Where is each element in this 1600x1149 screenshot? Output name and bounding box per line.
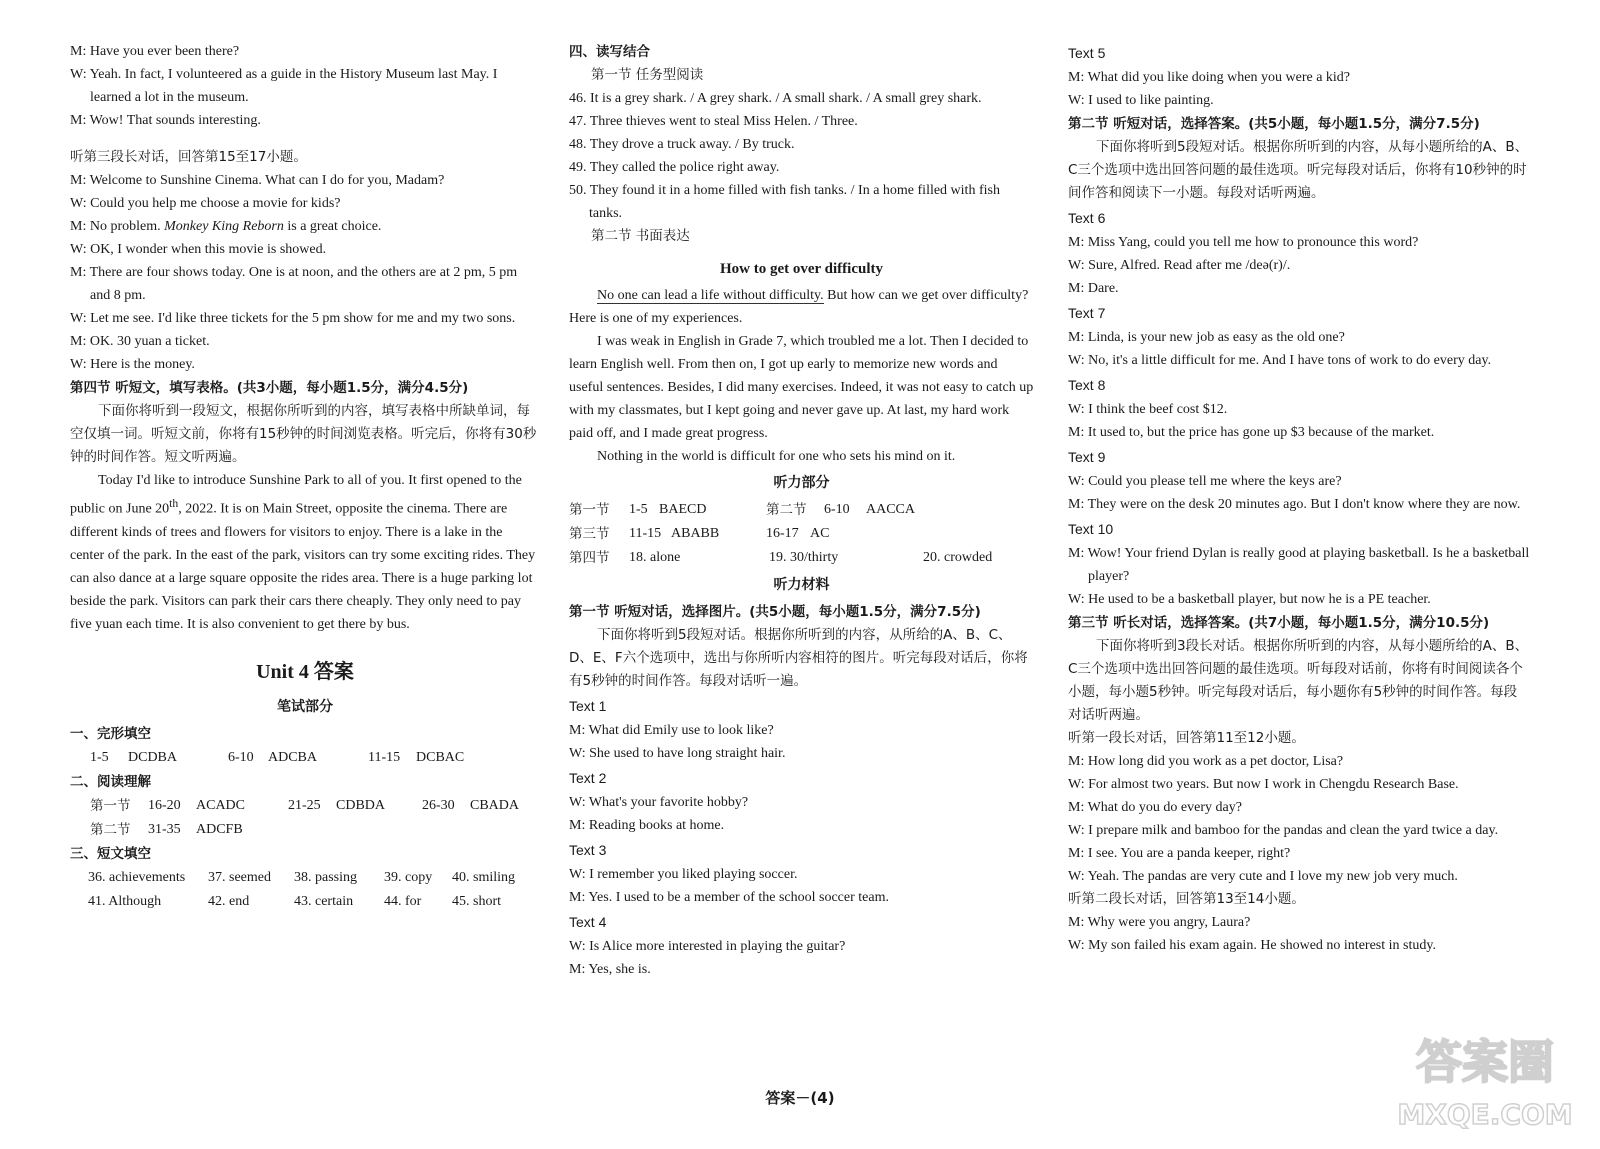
answer-key: BAECD [659,502,707,517]
dialog-line: W: He used to be a basketball player, but now he is a PE teacher. [1068,592,1431,607]
answer-range: 21-25 [288,797,321,813]
answer-range: 1-5 [90,749,109,765]
reading-heading: 二、阅读理解 [70,773,151,790]
fill-answer: 36. achievements [88,869,186,885]
dialog-line: W: Sure, Alfred. Read after me /deə(r)/. [1068,258,1291,273]
answer-range: 6-10 [228,749,254,765]
answer-range: 6-10 [824,502,850,517]
section-instructions: 下面你将听到一段短文，根据你所听到的内容，填写表格中所缺单词，每空仅填一词。听短文前，你将有15秒钟的时间浏览表格。听完后，你将有30秒钟的时间作答。短文听两遍。 [70,403,537,465]
watermark-url: MXQE.COM [1397,1098,1573,1131]
movie-title: Monkey King Reborn [164,219,284,234]
dialog-line: M: Dare. [1068,281,1119,296]
section-heading: 第四节 听短文，填写表格。(共3小题，每小题1.5分，满分4.5分) [70,380,469,396]
dialog-line: W: I remember you liked playing soccer. [569,867,798,882]
section-instructions: 下面你将听到5段短对话。根据你所听到的内容，从所给的A、B、C、D、E、F六个选项中，选出与你所听内容相符的图片。听完每段对话后，你将有5秒钟的时间作答。每段对话听一遍。 [569,627,1028,689]
cloze-heading: 一、完形填空 [70,725,151,742]
cloze-answers [70,746,540,770]
answer-key: CDBDA [336,797,386,813]
fill-blank-answers-2 [70,890,540,914]
answer-key: ACADC [196,797,246,813]
dialog-line: W: She used to have long straight hair. [569,746,786,761]
answer-key: AACCA [866,502,916,517]
dialog-line: W: Yeah. In fact, I volunteered as a guide in the History Museum last May. I learned a lot in the museum. [70,67,498,105]
fill-answer: 44. for [384,893,422,909]
dialog-line-lead: M: No problem. [70,219,161,234]
passage-part-b: , 2022. It is on Main Street, opposite the cinema. There are different kinds of trees and flowers for visitors to enjoy. There is a lake in the center of the park. In the east of the park, visitors can try some exciting rides. They can also dance at a large square opposite the rides area. There is a huge parking lot beside the park. Visitors can park their cars there cheaply. They only need to pay five yuan each time. It is also convenient to get there by bus. [70,501,536,632]
text-label: Text 7 [1068,305,1106,321]
text-label: Text 10 [1068,521,1114,537]
answer-key: ADCFB [196,821,243,837]
dialog-line: W: I used to like painting. [1068,93,1214,108]
essay-paragraph: I was weak in English in Grade 7, which troubled me a lot. Then I decided to learn English well. From then on, I got up early to memorize new words and useful sentences. Besides, I did many exercises. Indeed, it was not easy to catch up with my classmates, but I kept going and never gave up. At last, my hard work paid off, and I made great progress. [569,334,1034,441]
section-heading: 第三节 听长对话，选择答案。(共7小题，每小题1.5分，满分10.5分) [1068,615,1490,631]
dialog-line: M: Wow! That sounds interesting. [70,113,261,128]
dialog-line: M: Reading books at home. [569,818,725,833]
unit-title: Unit 4 答案 [256,660,354,683]
subsection-heading: 第一节 任务型阅读 [591,67,704,83]
watermark-logo [1380,1020,1590,1135]
subsection-label: 第二节 [766,502,807,518]
section-instructions: 下面你将听到5段短对话。根据你所听到的内容，从每小题所给的A、B、C三个选项中选出回答问题的最佳选项。听完每段对话后，你将有10秒钟的时间作答和阅读下一小题。每段对话听两遍。 [1068,139,1529,201]
text-label: Text 3 [569,842,607,858]
dialog-line: M: I see. You are a panda keeper, right? [1068,846,1291,861]
dialog-line: M: What did you like doing when you were a kid? [1068,70,1351,85]
text-label: Text 2 [569,770,607,786]
section-heading: 第二节 听短对话，选择答案。(共5小题，每小题1.5分，满分7.5分) [1068,116,1480,132]
dialog-line [70,215,540,238]
section-heading: 第一节 听短对话，选择图片。(共5小题，每小题1.5分，满分7.5分) [569,604,981,620]
text-label: Text 6 [1068,210,1106,226]
fill-blank-heading: 三、短文填空 [70,845,151,862]
text-label: Text 9 [1068,449,1106,465]
passage [70,469,540,636]
dialog-line: M: Have you ever been there? [70,44,240,59]
dialog-intro: 听第二段长对话，回答第13至14小题。 [1068,891,1305,907]
column-middle [569,40,1034,981]
dialog-line: M: What did Emily use to look like? [569,723,774,738]
dialog-line: W: Here is the money. [70,357,195,372]
subsection-heading: 第二节 书面表达 [591,228,690,244]
answer-line: 46. It is a grey shark. / A grey shark. / A small shark. / A small grey shark. [569,91,982,106]
section-heading: 四、读写结合 [569,44,650,60]
dialog-line: W: I think the beef cost $12. [1068,402,1228,417]
dialog-line: M: Wow! Your friend Dylan is really good at playing basketball. Is he a basketball player? [1068,546,1530,584]
dialog-intro: 听第一段长对话，回答第11至12小题。 [1068,730,1305,746]
listening-answers-2 [569,522,1034,546]
fill-answer: 39. copy [384,869,433,885]
dialog-line: M: OK. 30 yuan a ticket. [70,334,210,349]
dialog-line: W: OK, I wonder when this movie is showed. [70,242,327,257]
answer-line: 49. They called the police right away. [569,160,780,175]
answer-range: 16-20 [148,797,181,813]
fill-answer: 19. 30/thirty [769,550,839,565]
dialog-line: W: Could you help me choose a movie for kids? [70,196,341,211]
answer-range: 26-30 [422,797,455,813]
subsection-label: 第四节 [569,550,610,566]
dialog-line: M: What do you do every day? [1068,800,1242,815]
essay-title: How to get over difficulty [719,261,884,277]
answer-key: ABABB [671,526,720,541]
fill-answer: 18. alone [629,550,681,565]
passage-part-a: Today I'd like to introduce Sunshine Park to all of you. It first opened to the public on June 20 [70,473,522,517]
fill-answer: 40. smiling [452,869,516,885]
text-label: Text 8 [1068,377,1106,393]
column-right [1068,40,1530,957]
fill-blank-answers-1 [70,866,540,890]
subsection-label: 第一节 [90,797,131,814]
dialog-line: W: Let me see. I'd like three tickets for the 5 pm show for me and my two sons. [70,311,516,326]
essay-paragraph-rest: But how can we get over difficulty? Here is one of my experiences. [569,288,1029,326]
dialog-line: W: What's your favorite hobby? [569,795,749,810]
listening-answers-1 [569,498,1034,522]
dialog-line: M: Linda, is your new job as easy as the old one? [1068,330,1345,345]
answer-key: ADCBA [268,749,318,765]
watermark-text: 答案圈 [1416,1035,1554,1089]
dialog-line: M: How long did you work as a pet doctor, Lisa? [1068,754,1344,769]
dialog-line: W: I prepare milk and bamboo for the pandas and clean the yard twice a day. [1068,823,1499,838]
dialog-line: M: Yes, she is. [569,962,651,977]
dialog-line: M: They were on the desk 20 minutes ago. But I don't know where they are now. [1068,497,1521,512]
fill-answer: 43. certain [294,893,354,909]
dialog-line: M: Yes. I used to be a member of the school soccer team. [569,890,889,905]
answer-range: 11-15 [629,526,662,541]
dialog-line: W: Yeah. The pandas are very cute and I love my new job very much. [1068,869,1458,884]
written-part-title: 笔试部分 [277,698,333,715]
essay-topic-sentence: No one can lead a life without difficulty. [597,288,824,303]
answer-key: CBADA [470,797,520,813]
passage-superscript: th [169,497,179,510]
dialog-line: M: It used to, but the price has gone up $3 because of the market. [1068,425,1435,440]
answer-line: 47. Three thieves went to steal Miss Helen. / Three. [569,114,858,129]
answer-key: DCDBA [128,749,178,765]
subsection-label: 第三节 [569,526,610,542]
dialog-line: W: No, it's a little difficult for me. And I have tons of work to do every day. [1068,353,1492,368]
dialog-line: M: Welcome to Sunshine Cinema. What can I do for you, Madam? [70,173,445,188]
answer-line: 48. They drove a truck away. / By truck. [569,137,795,152]
answer-key: DCBAC [416,749,465,765]
text-label: Text 5 [1068,45,1106,61]
section-instructions: 下面你将听到3段长对话。根据你所听到的内容，从每小题所给的A、B、C三个选项中选出回答问题的最佳选项。听每段对话前，你将有时间阅读各个小题，每小题5秒钟。听完每段对话后，每小题你有5秒钟的时间作答。每段对话听两遍。 [1068,638,1529,723]
answer-key: AC [810,526,830,541]
reading-answers-2 [70,818,540,842]
subsection-label: 第一节 [569,502,610,518]
dialog-line: M: Miss Yang, could you tell me how to pronounce this word? [1068,235,1419,250]
fill-answer: 41. Although [88,893,162,909]
dialog-line: W: For almost two years. But now I work in Chengdu Research Base. [1068,777,1459,792]
dialog-line: M: There are four shows today. One is at noon, and the others are at 2 pm, 5 pm and 8 pm. [70,265,518,303]
fill-answer: 38. passing [294,869,357,885]
answer-range: 1-5 [629,502,648,517]
column-left [70,40,540,914]
fill-answer: 45. short [452,893,501,909]
listening-title: 听力部分 [773,475,830,491]
essay-paragraph [569,284,1034,330]
subsection-label: 第二节 [90,821,131,838]
text-label: Text 1 [569,698,607,714]
listening-answers-3 [569,546,1034,570]
reading-answers-1 [70,794,540,818]
dialog-line: W: Is Alice more interested in playing the guitar? [569,939,846,954]
answer-range: 31-35 [148,821,181,837]
fill-answer: 37. seemed [208,869,271,885]
fill-answer: 20. crowded [923,550,993,565]
dialog-line: W: My son failed his exam again. He showed no interest in study. [1068,938,1436,953]
dialog-line: M: Why were you angry, Laura? [1068,915,1251,930]
fill-answer: 42. end [208,893,250,909]
material-title: 听力材料 [773,577,830,593]
dialog-line: W: Could you please tell me where the keys are? [1068,474,1342,489]
answer-range: 11-15 [368,749,401,765]
text-label: Text 4 [569,914,607,930]
page-footer: 答案－(4) [765,1089,835,1107]
dialog-intro: 听第三段长对话，回答第15至17小题。 [70,149,307,165]
dialog-line-tail: is a great choice. [283,219,382,234]
answer-range: 16-17 [766,526,799,541]
answer-line: 50. They found it in a home filled with fish tanks. / In a home filled with fish tanks. [569,183,1000,221]
essay-paragraph: Nothing in the world is difficult for one who sets his mind on it. [597,449,956,464]
